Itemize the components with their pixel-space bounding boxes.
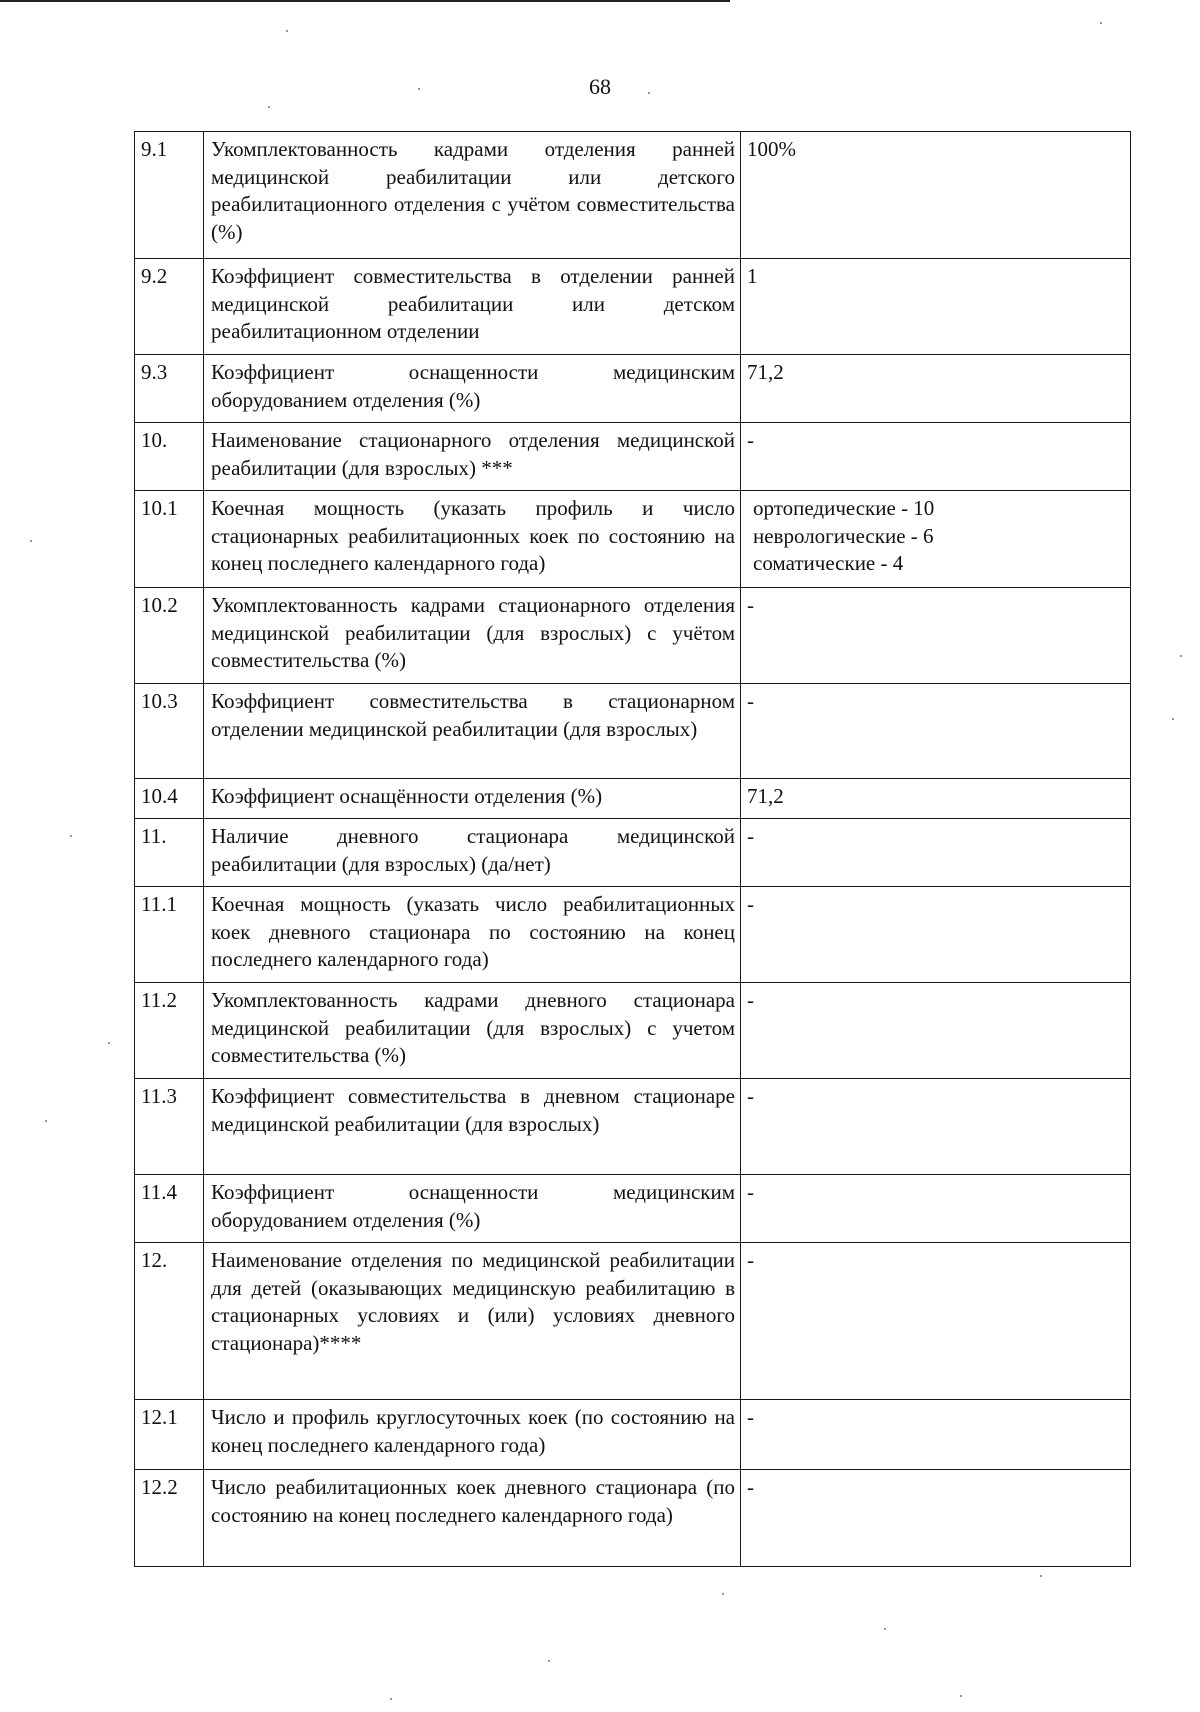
table-row [135,819,1131,887]
row-value: - [741,684,1131,779]
row-value: - [741,423,1131,491]
row-description: Коэффициент оснащённости отделения (%) [204,779,741,819]
row-description: Укомплектованность кадрами отделения ранней медицинской реабилитации или детского реабилитационного отделения с учётом совместительства (%) [204,132,741,259]
bed-profile-line: соматические - 4 [753,551,904,575]
page-number: 68 [589,74,611,99]
row-value: 71,2 [741,779,1131,819]
table-row [135,132,1131,259]
table-row [135,1079,1131,1175]
row-number: 11.2 [135,983,204,1079]
scan-speck [108,1042,110,1044]
row-value: 71,2 [741,355,1131,423]
row-number: 10.2 [135,588,204,684]
row-number: 9.3 [135,355,204,423]
table-row [135,1470,1131,1567]
scan-speck [722,1593,724,1595]
table-row [135,259,1131,355]
row-number: 11. [135,819,204,887]
row-description: Укомплектованность кадрами стационарного отделения медицинской реабилитации (для взрослых) с учётом совместительства (%) [204,588,741,684]
scan-speck [648,92,650,94]
table-row [135,684,1131,779]
row-value: - [741,1243,1131,1400]
scan-speck [1040,1575,1042,1577]
row-number: 10.4 [135,779,204,819]
row-value: - [741,819,1131,887]
row-number: 11.1 [135,887,204,983]
scan-speck [418,88,420,90]
indicators-table [134,131,1131,1567]
row-number: 11.3 [135,1079,204,1175]
scan-speck [548,1660,550,1662]
row-value: 100% [741,132,1131,259]
row-description: Число и профиль круглосуточных коек (по состоянию на конец последнего календарного года) [204,1400,741,1470]
row-value: - [741,887,1131,983]
row-number: 9.1 [135,132,204,259]
row-description: Коэффициент совместительства в дневном стационаре медицинской реабилитации (для взрослых) [204,1079,741,1175]
row-description: Наличие дневного стационара медицинской реабилитации (для взрослых) (да/нет) [204,819,741,887]
table-row [135,1243,1131,1400]
row-description: Коечная мощность (указать число реабилитационных коек дневного стационара по состоянию на конец последнего календарного года) [204,887,741,983]
table-row [135,983,1131,1079]
row-description: Коэффициент совместительства в стационарном отделении медицинской реабилитации (для взрослых) [204,684,741,779]
scan-speck [268,106,270,108]
row-description: Коэффициент оснащенности медицинским оборудованием отделения (%) [204,1175,741,1243]
row-number: 9.2 [135,259,204,355]
row-number: 10.3 [135,684,204,779]
table-row [135,779,1131,819]
row-value: - [741,1175,1131,1243]
table-row [135,423,1131,491]
row-description: Наименование стационарного отделения медицинской реабилитации (для взрослых) *** [204,423,741,491]
row-number: 11.4 [135,1175,204,1243]
table-row [135,887,1131,983]
bed-profile-line: неврологические - 6 [753,523,934,548]
table-row [135,491,1131,588]
scan-speck [884,1628,886,1630]
scan-speck [286,30,288,32]
scan-speck [1180,655,1182,657]
row-description: Коэффициент совместительства в отделении ранней медицинской реабилитации или детском реабилитационном отделении [204,259,741,355]
row-value: - [741,983,1131,1079]
row-number: 12.2 [135,1470,204,1567]
table-row [135,1175,1131,1243]
row-number: 12. [135,1243,204,1400]
scan-speck [390,1698,392,1700]
row-description: Наименование отделения по медицинской реабилитации для детей (оказывающих медицинскую реабилитацию в стационарных условиях и (или) условиях дневного стационара)**** [204,1243,741,1400]
row-value: - [741,588,1131,684]
scan-speck [70,835,72,837]
scan-speck [960,1695,962,1697]
scan-speck [1100,22,1102,24]
row-value: 1 [741,259,1131,355]
scan-speck [30,540,32,542]
table-row [135,355,1131,423]
scan-top-rule [0,0,730,2]
table-row [135,588,1131,684]
row-number: 12.1 [135,1400,204,1470]
scan-speck [45,1120,47,1122]
row-description: Коечная мощность (указать профиль и число стационарных реабилитационных коек по состоянию на конец последнего календарного года) [204,491,741,588]
row-description: Число реабилитационных коек дневного стационара (по состоянию на конец последнего календарного года) [204,1470,741,1567]
row-number: 10.1 [135,491,204,588]
row-value: - [741,1470,1131,1567]
scan-speck [1172,718,1174,720]
row-value: - [741,1400,1131,1470]
row-number: 10. [135,423,204,491]
row-value: - [741,1079,1131,1175]
table-row [135,1400,1131,1470]
row-description: Коэффициент оснащенности медицинским оборудованием отделения (%) [204,355,741,423]
bed-profile-line: ортопедические - 10 [753,496,935,520]
row-description: Укомплектованность кадрами дневного стационара медицинской реабилитации (для взрослых) с учетом совместительства (%) [204,983,741,1079]
row-value-list [741,491,1131,588]
